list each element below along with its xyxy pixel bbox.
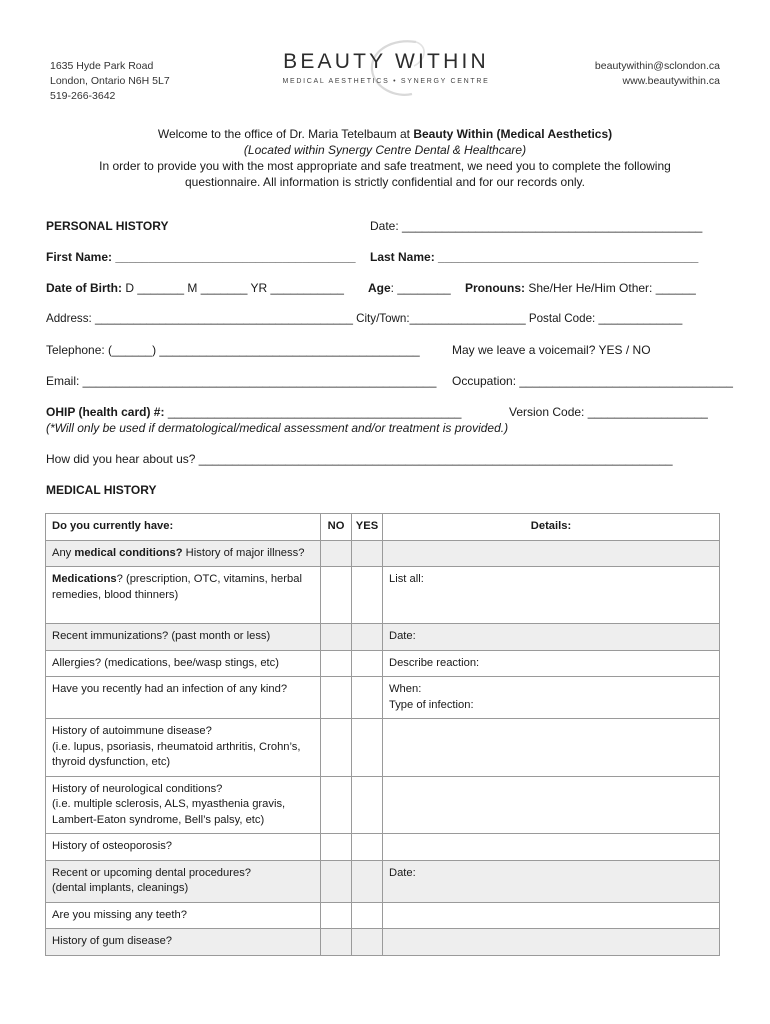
details-cell[interactable] (383, 902, 720, 929)
referral-source-field[interactable]: How did you hear about us? _______________________________________________________________________ (46, 452, 673, 466)
intro-location: (Located within Synergy Centre Dental & Healthcare) (243, 143, 527, 157)
no-checkbox-cell[interactable] (321, 929, 352, 956)
table-row (46, 719, 720, 777)
no-checkbox-cell[interactable] (321, 902, 352, 929)
pronouns-field[interactable] (465, 281, 696, 295)
no-checkbox-cell[interactable] (321, 540, 352, 567)
no-checkbox-cell[interactable] (321, 834, 352, 861)
ohip-note: (*Will only be used if dermatological/medical assessment and/or treatment is provided.) (46, 421, 509, 435)
logo-wordmark: BEAUTY WITHIN (283, 50, 489, 73)
ohip-blank: ____________________________________________ (164, 405, 462, 419)
details-when: When: (389, 683, 422, 695)
yes-checkbox-cell[interactable] (352, 650, 383, 677)
details-cell[interactable] (383, 834, 720, 861)
clinic-contact (595, 59, 720, 89)
email-field[interactable]: Email: _____________________________________________________ (46, 374, 437, 388)
question-text: ? (prescription, OTC, vitamins, herbal remedies, blood thinners) (52, 573, 302, 601)
details-cell[interactable] (383, 540, 720, 567)
question-cell: History of gum disease? (46, 929, 321, 956)
table-row (46, 860, 720, 902)
question-examples: (i.e. multiple sclerosis, ALS, myasthenia gravis, Lambert-Eaton syndrome, Bell’s palsy, etc) (52, 798, 286, 826)
no-checkbox-cell[interactable] (321, 650, 352, 677)
ohip-field[interactable] (46, 405, 461, 419)
column-header-details: Details: (383, 514, 720, 541)
details-cell[interactable] (383, 776, 720, 834)
version-code-field[interactable]: Version Code: __________________ (509, 405, 708, 419)
question-cell (46, 540, 321, 567)
pronouns-label: Pronouns: (465, 281, 525, 295)
medical-history-heading: MEDICAL HISTORY (46, 483, 157, 497)
question-text: Recent or upcoming dental procedures? (52, 866, 252, 879)
intro-welcome: Welcome to the office of Dr. Maria Tetelbaum at (157, 127, 414, 141)
age-field[interactable] (368, 281, 451, 295)
question-cell: History of osteoporosis? (46, 834, 321, 861)
last-name-field[interactable]: Last Name: _______________________________________ (370, 250, 699, 264)
occupation-field[interactable]: Occupation: ________________________________ (452, 374, 733, 388)
address-line: London, Ontario N6H 5L7 (50, 75, 170, 87)
details-cell[interactable]: Describe reaction: (383, 650, 720, 677)
yes-checkbox-cell[interactable] (352, 719, 383, 777)
table-row (46, 834, 720, 861)
table-row (46, 929, 720, 956)
table-row (46, 776, 720, 834)
details-cell[interactable] (383, 677, 720, 719)
no-checkbox-cell[interactable] (321, 776, 352, 834)
date-of-birth-field[interactable] (46, 281, 344, 295)
table-row (46, 540, 720, 567)
date-field[interactable]: Date: _____________________________________________ (370, 219, 703, 233)
medical-history-table (45, 513, 720, 956)
details-infection-type: Type of infection: (389, 698, 474, 711)
question-cell: Are you missing any teeth? (46, 902, 321, 929)
question-text: History of major illness? (182, 546, 305, 559)
details-cell[interactable]: Date: (383, 860, 720, 902)
yes-checkbox-cell[interactable] (352, 540, 383, 567)
yes-checkbox-cell[interactable] (352, 860, 383, 902)
details-cell[interactable] (383, 929, 720, 956)
question-cell (46, 860, 321, 902)
no-checkbox-cell[interactable] (321, 624, 352, 651)
table-row (46, 677, 720, 719)
yes-checkbox-cell[interactable] (352, 834, 383, 861)
question-cell (46, 776, 321, 834)
table-header-row (46, 514, 720, 541)
table-row (46, 624, 720, 651)
no-checkbox-cell[interactable] (321, 567, 352, 624)
question-examples: (dental implants, cleanings) (52, 882, 189, 894)
email-link[interactable]: beautywithin@sclondon.ca (594, 60, 720, 72)
table-row (46, 902, 720, 929)
question-text: History of autoimmune disease? (52, 725, 212, 737)
personal-history-heading: PERSONAL HISTORY (46, 219, 169, 233)
no-checkbox-cell[interactable] (321, 719, 352, 777)
website-link[interactable]: www.beautywithin.ca (622, 75, 720, 87)
question-examples: (i.e. lupus, psoriasis, rheumatoid arthritis, Crohn’s, thyroid dysfunction, etc) (52, 740, 301, 768)
first-name-field[interactable]: First Name: ____________________________________ (46, 250, 356, 264)
dob-label: Date of Birth: (46, 281, 122, 295)
details-cell[interactable]: Date: (383, 624, 720, 651)
yes-checkbox-cell[interactable] (352, 567, 383, 624)
question-text: Any (52, 546, 75, 559)
table-row (46, 650, 720, 677)
question-cell (46, 719, 321, 777)
column-header-question: Do you currently have: (46, 514, 321, 541)
clinic-name: Beauty Within (Medical Aesthetics) (413, 127, 613, 141)
logo-tagline: MEDICAL AESTHETICS • SYNERGY CENTRE (282, 78, 490, 85)
voicemail-question[interactable]: May we leave a voicemail? YES / NO (452, 343, 651, 357)
question-cell: Have you recently had an infection of any kind? (46, 677, 321, 719)
beauty-within-logo (266, 36, 506, 102)
intro-confidentiality: questionnaire. All information is strictly confidential and for our records only. (185, 175, 585, 189)
ohip-label: OHIP (health card) #: (46, 405, 165, 419)
address-field[interactable]: Address: ________________________________________ City/Town:__________________ Postal Code: _____________ (46, 312, 683, 325)
intro-paragraph (40, 126, 730, 190)
age-label: Age (368, 281, 391, 295)
telephone-field[interactable]: Telephone: (______) _______________________________________ (46, 343, 420, 357)
table-row (46, 567, 720, 624)
question-emphasis: Medications (52, 573, 117, 585)
question-cell: Recent immunizations? (past month or less) (46, 624, 321, 651)
phone-number: 519-266-3642 (50, 90, 116, 102)
question-cell: Allergies? (medications, bee/wasp stings, etc) (46, 650, 321, 677)
details-cell[interactable]: List all: (383, 567, 720, 624)
clinic-address (50, 59, 170, 104)
details-cell[interactable] (383, 719, 720, 777)
column-header-yes: YES (352, 514, 383, 541)
dob-blanks: D _______ M _______ YR ___________ (122, 281, 344, 295)
pronouns-options: She/Her He/Him Other: ______ (525, 281, 696, 295)
column-header-no: NO (321, 514, 352, 541)
yes-checkbox-cell[interactable] (352, 677, 383, 719)
address-line: 1635 Hyde Park Road (50, 60, 154, 72)
question-text: History of neurological conditions? (52, 782, 223, 795)
question-emphasis: medical conditions? (74, 546, 183, 559)
yes-checkbox-cell[interactable] (352, 929, 383, 956)
intro-instructions: In order to provide you with the most appropriate and safe treatment, we need you to complete the following (99, 159, 671, 173)
yes-checkbox-cell[interactable] (352, 624, 383, 651)
age-blank: : ________ (390, 281, 451, 295)
no-checkbox-cell[interactable] (321, 677, 352, 719)
question-cell (46, 567, 321, 624)
yes-checkbox-cell[interactable] (352, 902, 383, 929)
no-checkbox-cell[interactable] (321, 860, 352, 902)
yes-checkbox-cell[interactable] (352, 776, 383, 834)
